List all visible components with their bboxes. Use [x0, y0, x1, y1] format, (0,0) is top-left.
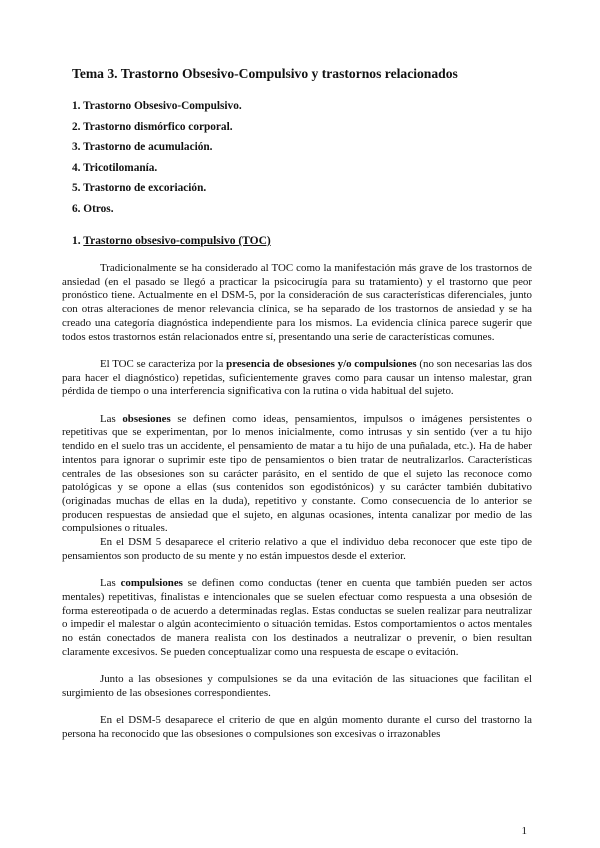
paragraph: El TOC se caracteriza por la presencia de obsesiones y/o compulsiones (no son necesarias las dos para hacer el diagnóstico) repetidas, suficientemente graves como para causar un intenso malestar, gran pérdida de tiempo o una interferencia significativa con la rutina o vida habitual del sujeto.: [62, 357, 532, 398]
section-heading: [72, 235, 271, 247]
section-title: Trastorno obsesivo-compulsivo (TOC): [83, 235, 271, 247]
toc-item: 5. Trastorno de excoriación.: [72, 182, 207, 194]
toc-item: 1. Trastorno Obsesivo-Compulsivo.: [72, 100, 242, 112]
paragraph: En el DSM-5 desaparece el criterio de que en algún momento durante el curso del trastorno la persona ha reconocido que las obsesiones o compulsiones son excesivas o irrazonables: [62, 714, 532, 740]
toc-item: 2. Trastorno dismórfico corporal.: [72, 120, 233, 133]
paragraph: Las compulsiones se definen como conductas (tener en cuenta que también pueden ser actos mentales) repetitivas, finalistas e intencionales que se suelen efectuar como respuesta a una obsesión de forma estereotipada o de acuerdo a determinadas reglas. Estas conductas se suelen realizar para neutralizar o impedir el malestar o algún acontecimiento o situación temidas. Estos comportamientos o actos mentales no están conectados de manera realista con los destinados a neutralizar o prevenir, o bien resultan claramente excesivos. Se pueden conceptualizar como una respuesta de escape o evitación.: [62, 577, 532, 658]
emphasis: compulsiones: [120, 577, 183, 590]
page-number: 1: [521, 825, 527, 837]
body-text: [62, 262, 532, 755]
paragraph: Las obsesiones se definen como ideas, pensamientos, impulsos o imágenes persistentes o repetitivas que se experimentan, por lo menos inicialmente, como intrusas y sin sentido (ver a tu hijo tendido en el suelo tras un accidente, el pensamiento de matar a tu hijo de una puñalada, etc.). Ha de haber intentos para ignorar o suprimir este tipo de pensamientos o bien tratar de neutralizarlos. Características centrales de las obsesiones son su carácter parásito, en el sentido de que el sujeto las reconoce como patológicas y se opone a ellas (sus contenidos son egodistónicos) y su carácter también dubitativo (originadas muchas de ellas en la duda), repetitivo y constante. Como consecuencia de lo anterior se producen respuestas de ansiedad que el sujeto, en algunas ocasiones, intenta canalizar por medio de las compulsiones o rituales.: [62, 412, 533, 535]
toc-item: 3. Trastorno de acumulación.: [72, 141, 213, 153]
emphasis: obsesiones: [122, 412, 171, 425]
paragraph: Tradicionalmente se ha considerado al TOC como la manifestación más grave de los trastornos de ansiedad (en el pasado se llegó a practicar la psicocirugía para su tratamiento) y el trastorno que peor pronóstico tiene. Actualmente en el DSM-5, por la consideración de sus características diferenciales, junto con otras alteraciones de menor relevancia clínica, se ha separado de los trastornos de ansiedad y se ha creado una categoría diagnóstica independiente para los mismos. La evidencia clínica parece sugerir que todos estos trastornos están relacionados entre sí, presentando una serie de características comunes.: [62, 262, 532, 343]
paragraph: En el DSM 5 desaparece el criterio relativo a que el individuo deba reconocer que este tipo de pensamientos son producto de su mente y no están impuestos desde el exterior.: [62, 536, 532, 562]
section-number: 1.: [72, 235, 81, 247]
paragraph: Junto a las obsesiones y compulsiones se da una evitación de las situaciones que facilitan el surgimiento de las obsesiones correspondientes.: [62, 673, 532, 699]
toc-item: 6. Otros.: [72, 202, 114, 215]
page-title: Tema 3. Trastorno Obsesivo-Compulsivo y trastornos relacionados: [72, 66, 458, 81]
table-of-contents: [72, 100, 242, 223]
emphasis: presencia de obsesiones y/o compulsiones: [226, 357, 417, 370]
toc-item: 4. Tricotilomanía.: [72, 161, 158, 174]
